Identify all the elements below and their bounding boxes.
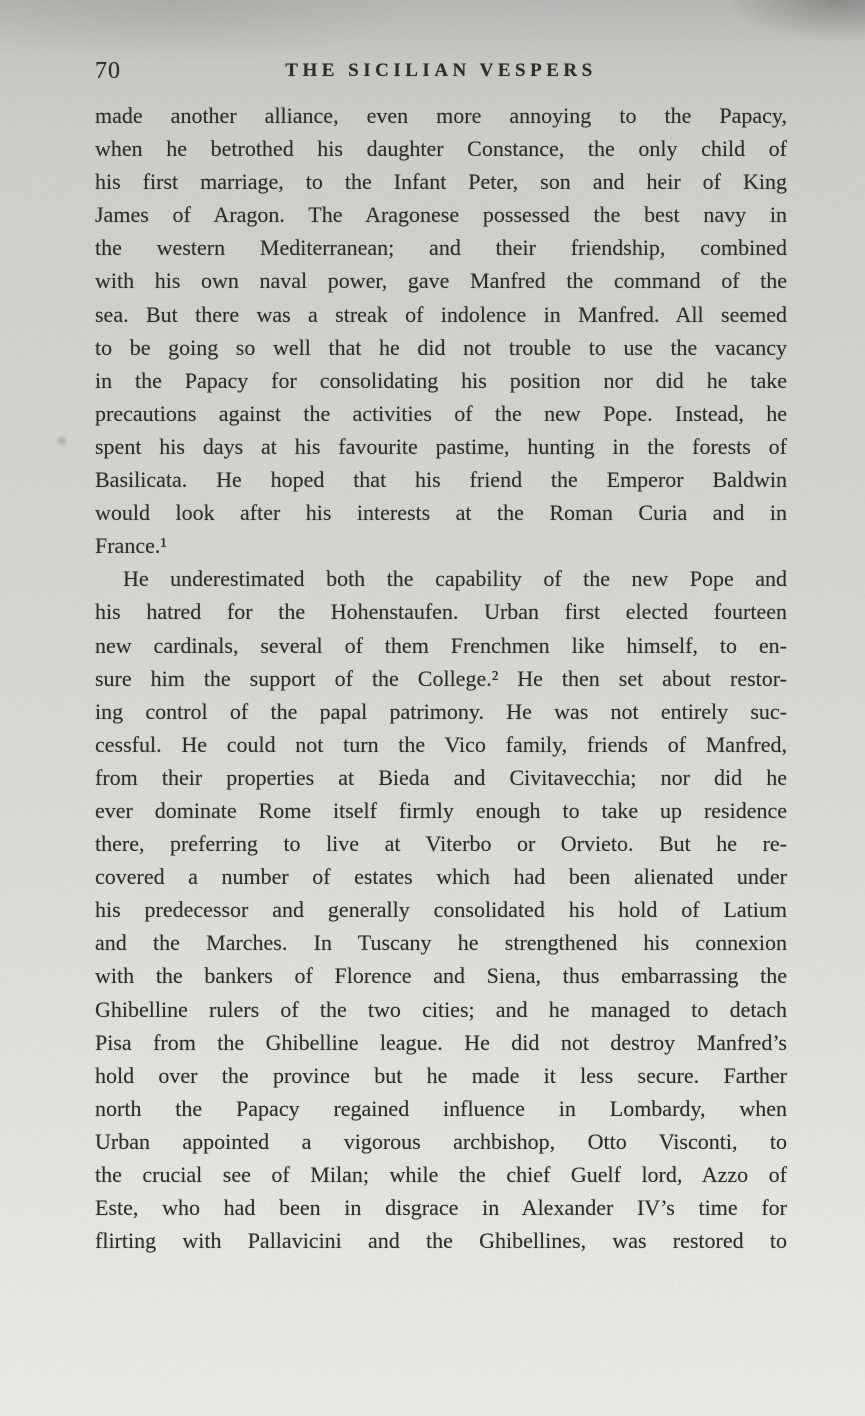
text-line: spent his days at his favourite pastime, hunting in the forests of — [95, 433, 787, 459]
text-line: ever dominate Rome itself firmly enough to take up residence — [95, 797, 787, 823]
page-number: 70 — [95, 58, 121, 84]
text-block — [95, 99, 787, 1257]
text-line: Pisa from the Ghibelline league. He did not destroy Manfred’s — [95, 1029, 787, 1055]
running-header — [95, 57, 787, 87]
text-line: James of Aragon. The Aragonese possessed the best navy in — [95, 202, 787, 228]
text-line: precautions against the activities of the new Pope. Instead, he — [95, 400, 787, 426]
text-line: the crucial see of Milan; while the chief Guelf lord, Azzo of — [95, 1162, 787, 1187]
text-line: Basilicata. He hoped that his friend the Emperor Baldwin — [95, 467, 787, 493]
text-line: ing control of the papal patrimony. He was not entirely suc- — [95, 698, 787, 724]
text-line: sea. But there was a streak of indolence in Manfred. All seemed — [95, 301, 787, 327]
text-line: with the bankers of Florence and Siena, thus embarrassing the — [95, 963, 787, 989]
running-title: THE SICILIAN VESPERS — [285, 60, 597, 81]
text-line: sure him the support of the College.² He then set about restor- — [95, 665, 787, 691]
text-line: Urban appointed a vigorous archbishop, Otto Visconti, to — [95, 1128, 787, 1154]
text-line: the western Mediterranean; and their friendship, combined — [95, 235, 787, 261]
text-line: from their properties at Bieda and Civitavecchia; nor did he — [95, 764, 787, 790]
text-line: hold over the province but he made it less secure. Farther — [95, 1062, 787, 1088]
text-line: to be going so well that he did not trouble to use the vacancy — [95, 334, 787, 360]
text-line: new cardinals, several of them Frenchmen like himself, to en- — [95, 632, 787, 658]
text-line: north the Papacy regained influence in Lombardy, when — [95, 1095, 787, 1121]
text-line: with his own naval power, gave Manfred the command of the — [95, 268, 787, 294]
text-line: flirting with Pallavicini and the Ghibellines, was restored to — [95, 1228, 787, 1254]
text-line: when he betrothed his daughter Constance, the only child of — [95, 136, 787, 162]
text-line: cessful. He could not turn the Vico family, friends of Manfred, — [95, 731, 787, 757]
text-line: his hatred for the Hohenstaufen. Urban first elected fourteen — [95, 599, 787, 625]
text-line: would look after his interests at the Roman Curia and in — [95, 500, 787, 526]
text-line: France.¹ — [95, 533, 167, 559]
text-line: his predecessor and generally consolidated his hold of Latium — [95, 897, 787, 923]
text-line: Ghibelline rulers of the two cities; and he managed to detach — [95, 996, 787, 1022]
text-line: his first marriage, to the Infant Peter, son and heir of King — [95, 169, 787, 195]
text-line: in the Papacy for consolidating his position nor did he take — [95, 367, 787, 393]
text-line: made another alliance, even more annoying to the Papacy, — [95, 103, 787, 128]
text-line: covered a number of estates which had been alienated under — [95, 864, 787, 890]
text-line: He underestimated both the capability of the new Pope and — [123, 566, 787, 592]
text-line: Este, who had been in disgrace in Alexander IV’s time for — [95, 1195, 787, 1221]
text-line: there, preferring to live at Viterbo or Orvieto. But he re- — [95, 831, 787, 857]
text-line: and the Marches. In Tuscany he strengthened his connexion — [95, 930, 787, 956]
